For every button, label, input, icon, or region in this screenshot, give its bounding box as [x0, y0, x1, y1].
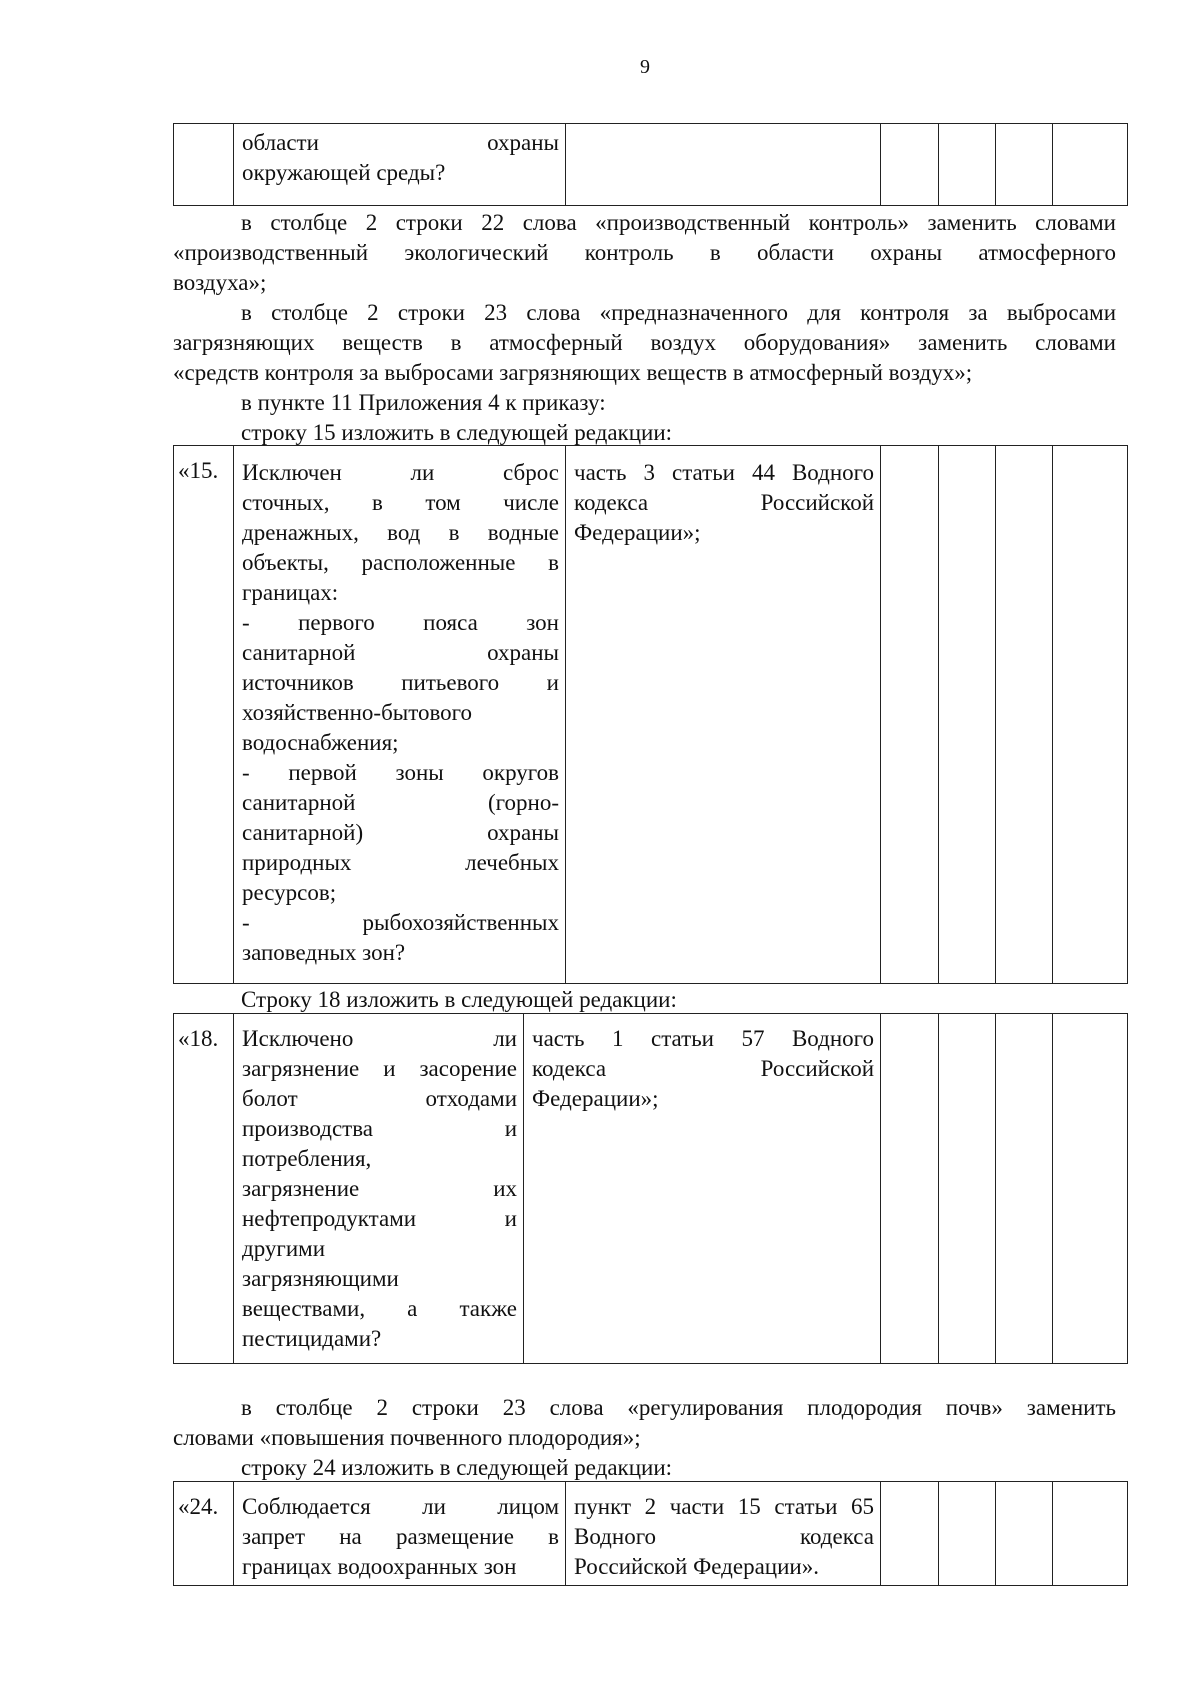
cell-empty: [881, 446, 939, 984]
question-line: Соблюдается ли лицом: [242, 1494, 559, 1519]
cell-empty: [939, 1482, 996, 1586]
paragraph-6: [173, 1393, 1116, 1453]
question-line: дренажных, вод в водные: [242, 520, 559, 545]
cell-number: [174, 124, 234, 206]
cell-empty: [881, 124, 939, 206]
cell-reference: [566, 446, 881, 984]
paragraph-4: [241, 418, 672, 448]
table-row-15: [173, 445, 1128, 984]
question-line: хозяйственно-бытового: [242, 700, 473, 725]
question-line: границах:: [242, 580, 339, 605]
paragraph-line: «средств контроля за выбросами загрязняющих веществ в атмосферный воздух»;: [173, 360, 973, 385]
cell-number: [174, 1482, 234, 1586]
paragraph-line: в столбце 2 строки 23 слова «регулирования плодородия почв» заменить: [241, 1395, 1116, 1420]
cell-number: [174, 1014, 234, 1364]
cell-empty: [996, 124, 1053, 206]
question-line: загрязнение их: [242, 1176, 517, 1201]
paragraph-5: [241, 985, 677, 1015]
paragraph-line: загрязняющих веществ в атмосферный воздух оборудования» заменить словами: [173, 330, 1116, 355]
question-line: окружающей среды?: [242, 160, 446, 185]
reference-line: часть 3 статьи 44 Водного: [574, 460, 874, 485]
paragraph-line: строку 24 изложить в следующей редакции:: [241, 1455, 673, 1480]
cell-empty: [939, 124, 996, 206]
question-line: санитарной охраны: [242, 640, 559, 665]
question-line: санитарной (горно-: [242, 790, 559, 815]
reference-line: Российской Федерации».: [574, 1554, 819, 1579]
question-line: производства и: [242, 1116, 517, 1141]
reference-line: Федерации»;: [574, 520, 701, 545]
cell-empty: [996, 1482, 1053, 1586]
question-line: запрет на размещение в: [242, 1524, 559, 1549]
cell-question: [234, 446, 566, 984]
question-line: природных лечебных: [242, 850, 559, 875]
question-line: нефтепродуктами и: [242, 1206, 517, 1231]
cell-reference: [524, 1014, 881, 1364]
row-number: «24.: [178, 1494, 219, 1519]
question-line: Исключен ли сброс: [242, 460, 559, 485]
question-line: другими: [242, 1236, 326, 1261]
cell-empty: [939, 1014, 996, 1364]
question-line: - первой зоны округов: [242, 760, 559, 785]
paragraph-line: словами «повышения почвенного плодородия»;: [173, 1425, 641, 1450]
question-line: загрязнение и засорение: [242, 1056, 517, 1081]
table-row-18: [173, 1013, 1128, 1364]
paragraph-7: [241, 1453, 672, 1483]
paragraph-line: Строку 18 изложить в следующей редакции:: [241, 987, 677, 1012]
cell-empty: [996, 446, 1053, 984]
paragraph-line: в столбце 2 строки 23 слова «предназначенного для контроля за выбросами: [241, 300, 1116, 325]
question-line: пестицидами?: [242, 1326, 382, 1351]
cell-empty: [1053, 1482, 1128, 1586]
table-row-24: [173, 1481, 1128, 1586]
page-number: 9: [640, 56, 650, 78]
paragraph-line: строку 15 изложить в следующей редакции:: [241, 420, 673, 445]
cell-question: [234, 124, 566, 206]
question-line: веществами, а также: [242, 1296, 517, 1321]
paragraph-line: воздуха»;: [173, 270, 267, 295]
question-line: объекты, расположенные в: [242, 550, 559, 575]
question-line: санитарной) охраны: [242, 820, 559, 845]
cell-empty: [1053, 446, 1128, 984]
cell-empty: [881, 1482, 939, 1586]
cell-empty: [881, 1014, 939, 1364]
question-line: - рыбохозяйственных: [242, 910, 559, 935]
reference-line: Федерации»;: [532, 1086, 659, 1111]
reference-line: кодекса Российской: [574, 490, 874, 515]
cell-empty: [939, 446, 996, 984]
paragraph-line: в столбце 2 строки 22 слова «производственный контроль» заменить словами: [241, 210, 1116, 235]
reference-line: пункт 2 части 15 статьи 65: [574, 1494, 874, 1519]
question-line: сточных, в том числе: [242, 490, 559, 515]
cell-empty: [996, 1014, 1053, 1364]
paragraph-2: [173, 298, 1116, 388]
row-number: «15.: [178, 458, 219, 483]
question-line: Исключено ли: [242, 1026, 517, 1051]
paragraph-line: в пункте 11 Приложения 4 к приказу:: [241, 390, 606, 415]
cell-number: [174, 446, 234, 984]
cell-empty: [1053, 124, 1128, 206]
paragraph-1: [173, 208, 1116, 298]
question-line: водоснабжения;: [242, 730, 399, 755]
cell-question: [234, 1482, 566, 1586]
cell-reference: [566, 1482, 881, 1586]
table-top-fragment: [173, 123, 1128, 206]
question-line: болот отходами: [242, 1086, 517, 1111]
question-line: ресурсов;: [242, 880, 337, 905]
reference-line: часть 1 статьи 57 Водного: [532, 1026, 874, 1051]
paragraph-line: «производственный экологический контроль в области охраны атмосферного: [173, 240, 1116, 265]
question-line: области охраны: [242, 130, 559, 155]
cell-question: [234, 1014, 524, 1364]
question-line: загрязняющими: [242, 1266, 399, 1291]
question-line: потребления,: [242, 1146, 372, 1171]
cell-reference: [566, 124, 881, 206]
reference-line: Водного кодекса: [574, 1524, 874, 1549]
paragraph-3: [241, 388, 606, 418]
reference-line: кодекса Российской: [532, 1056, 874, 1081]
row-number: «18.: [178, 1026, 219, 1051]
question-line: границах водоохранных зон: [242, 1554, 517, 1579]
question-line: - первого пояса зон: [242, 610, 559, 635]
cell-empty: [1053, 1014, 1128, 1364]
question-line: источников питьевого и: [242, 670, 559, 695]
question-line: заповедных зон?: [242, 940, 406, 965]
